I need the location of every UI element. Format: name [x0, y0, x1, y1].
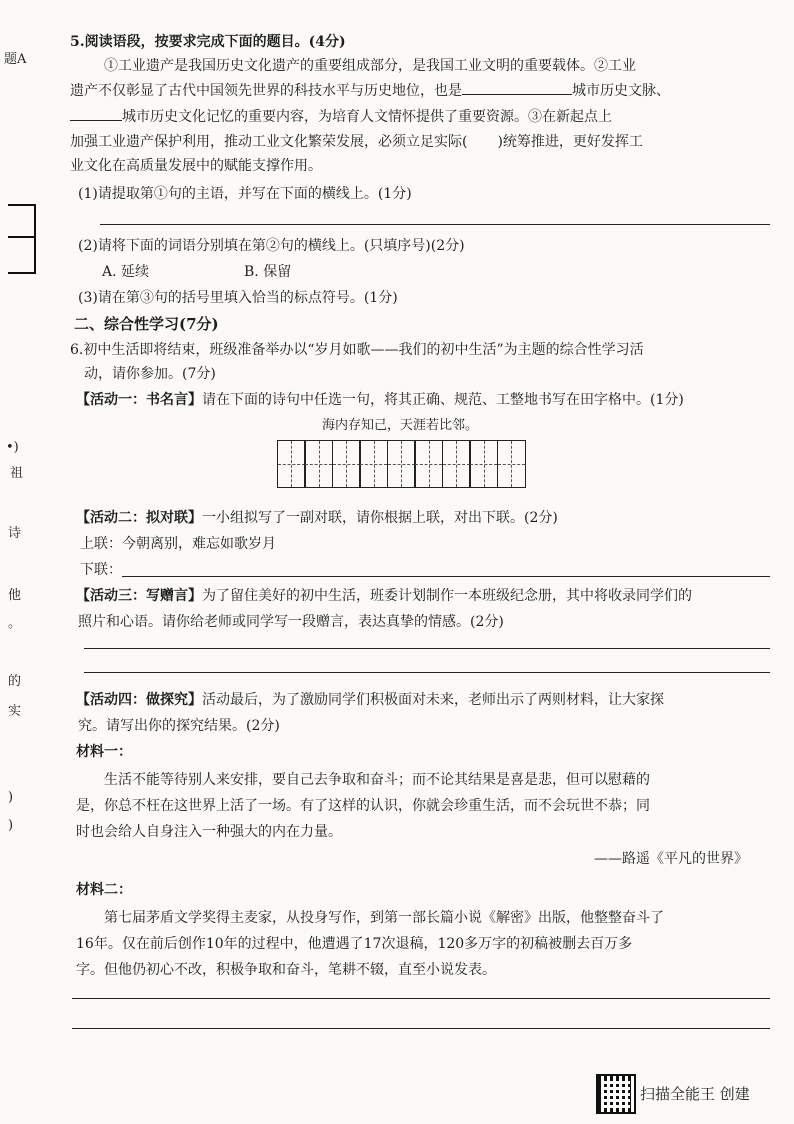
q6-line: 动，请你参加。(7分) [84, 366, 216, 382]
lower-couplet-label: 下联： [80, 562, 122, 578]
tianzige-cell[interactable] [332, 440, 361, 488]
q5-sub3: (3)请在第③句的括号里填入恰当的标点符号。(1分) [78, 290, 398, 306]
tianzige-cell[interactable] [277, 440, 306, 488]
option-b: B. 保留 [244, 264, 292, 280]
option-a: A. 延续 [102, 264, 150, 280]
tianzige-cell[interactable] [497, 440, 526, 488]
margin-bracket [8, 204, 36, 274]
answer-line[interactable] [84, 672, 770, 673]
margin-mark: 祖 [10, 466, 24, 481]
margin-mark: 他 [8, 588, 22, 603]
material-two-text: 16年。仅在前后创作10年的过程中，他遭遇了17次退稿，120多万字的初稿被删去百万多 [76, 936, 633, 952]
scanner-watermark-label: 扫描全能王 创建 [640, 1085, 750, 1103]
activity-three: 【活动三：写赠言】为了留住美好的初中生活，班委计划制作一本班级纪念册，其中将收录同学们的 [76, 588, 692, 604]
tianzige-grid[interactable] [278, 440, 526, 488]
tianzige-cell[interactable] [387, 440, 416, 488]
section-heading: 二、综合性学习(7分) [74, 315, 219, 333]
tianzige-cell[interactable] [469, 440, 498, 488]
q5-heading: 5.阅读语段，按要求完成下面的题目。(4分) [70, 34, 346, 50]
material-one-text: 生活不能等待别人来安排，要自己去争取和奋斗；而不论其结果是喜是悲，但可以慰藉的 [104, 772, 650, 788]
tianzige-cell[interactable] [304, 440, 333, 488]
margin-mark: ) [8, 818, 14, 833]
material-two-text: 字。但他仍初心不改，积极争取和奋斗，笔耕不辍，直至小说发表。 [76, 962, 496, 978]
q6-line: 6.初中生活即将结束，班级准备举办以“岁月如歌——我们的初中生活”为主题的综合性学习活 [70, 342, 644, 358]
material-one-text: 是，你总不枉在这世界上活了一场。有了这样的认识，你就会珍重生活，而不会玩世不恭；同 [76, 798, 650, 814]
activity-four-line: 究。请写出你的探究结果。(2分) [78, 718, 280, 734]
answer-line[interactable] [72, 998, 770, 999]
q5-paragraph-line: ①工业遗产是我国历史文化遗产的重要组成部分，是我国工业文明的重要载体。②工业 [104, 58, 636, 74]
material-one-text: 时也会给人自身注入一种强大的内在力量。 [76, 824, 342, 840]
margin-mark: ) [8, 790, 14, 805]
material-two-text: 第七届茅盾文学奖得主麦家，从投身写作，到第一部长篇小说《解密》出版，他整整奋斗了 [104, 910, 664, 926]
answer-line[interactable] [72, 1028, 770, 1029]
q5-sub1: (1)请提取第①句的主语，并写在下面的横线上。(1分) [78, 186, 412, 202]
activity-two: 【活动二：拟对联】一小组拟写了一副对联，请你根据上联，对出下联。(2分) [76, 510, 558, 526]
q5-paragraph-line: 遗产不仅彰显了古代中国领先世界的科技水平与历史地位，也是 城市历史文脉、 [70, 78, 670, 103]
poem-line: 海内存知己，天涯若比邻。 [322, 418, 479, 433]
answer-blank-1[interactable] [462, 78, 572, 95]
q5-paragraph-line: 城市历史文化记忆的重要内容，为培育人文情怀提供了重要资源。③在新起点上 [70, 104, 612, 129]
margin-mark: 诗 [8, 526, 22, 541]
margin-mark: 题A [4, 52, 27, 67]
answer-line[interactable] [100, 224, 770, 225]
q5-paragraph-line: 加强工业遗产保护利用，推动工业文化繁荣发展，必须立足实际( )统筹推进，更好发挥工 [70, 134, 643, 150]
activity-three-line: 照片和心语。请你给老师或同学写一段赠言，表达真挚的情感。(2分) [78, 614, 504, 630]
answer-blank-2[interactable] [70, 104, 122, 121]
lower-couplet-answer-line[interactable] [122, 576, 770, 577]
material-one-label: 材料一： [76, 744, 132, 760]
margin-mark: 的 [8, 674, 22, 689]
q5-sub2: (2)请将下面的词语分别填在第②句的横线上。(只填序号)(2分) [78, 238, 465, 254]
upper-couplet: 上联：今朝离别，难忘如歌岁月 [80, 536, 276, 552]
q5-paragraph-line: 业文化在高质量发展中的赋能支撑作用。 [70, 158, 322, 174]
margin-mark: 。 [8, 616, 22, 631]
material-one-source: ——路遥《平凡的世界》 [594, 851, 748, 867]
margin-mark: •) [6, 440, 19, 455]
tianzige-cell[interactable] [442, 440, 471, 488]
qr-code-icon [596, 1074, 636, 1114]
margin-mark: 实 [8, 704, 22, 719]
activity-one: 【活动一：书名言】请在下面的诗句中任选一句，将其正确、规范、工整地书写在田字格中。(1分) [76, 392, 684, 408]
activity-four: 【活动四：做探究】活动最后，为了激励同学们积极面对未来，老师出示了两则材料，让大家探 [76, 692, 664, 708]
answer-line[interactable] [84, 648, 770, 649]
material-two-label: 材料二： [76, 882, 132, 898]
tianzige-cell[interactable] [414, 440, 443, 488]
tianzige-cell[interactable] [359, 440, 388, 488]
